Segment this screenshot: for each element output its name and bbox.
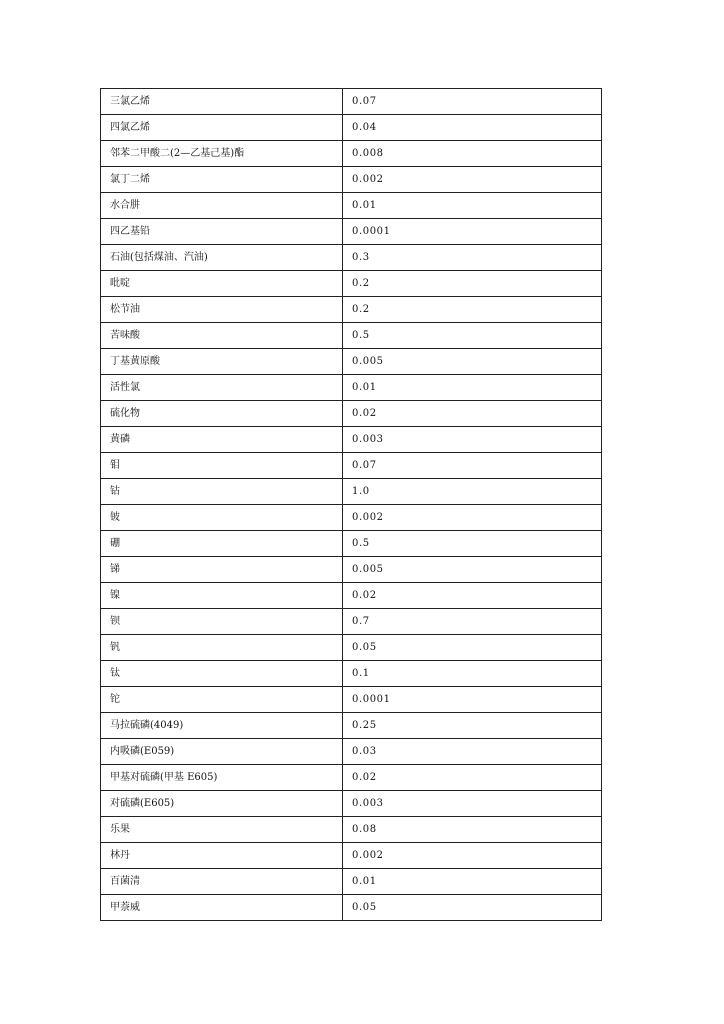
table-row — [101, 557, 602, 583]
table-row — [101, 791, 602, 817]
table-row — [101, 271, 602, 297]
limit-value-cell: 0.02 — [343, 583, 602, 609]
table-row — [101, 687, 602, 713]
limit-value-cell: 0.002 — [343, 505, 602, 531]
limit-value-cell: 0.0001 — [343, 687, 602, 713]
table-row — [101, 375, 602, 401]
substance-name-cell: 锑 — [101, 557, 343, 583]
substance-limit-table — [100, 88, 602, 921]
limit-value-cell: 0.05 — [343, 635, 602, 661]
substance-name-cell: 活性氯 — [101, 375, 343, 401]
substance-name-cell: 镍 — [101, 583, 343, 609]
substance-name-cell: 钡 — [101, 609, 343, 635]
limit-value-cell: 0.5 — [343, 323, 602, 349]
substance-name-cell: 氯丁二烯 — [101, 167, 343, 193]
substance-name-cell: 石油(包括煤油、汽油) — [101, 245, 343, 271]
limit-value-cell: 0.5 — [343, 531, 602, 557]
substance-name-cell: 吡啶 — [101, 271, 343, 297]
substance-name-cell: 林丹 — [101, 843, 343, 869]
table-row — [101, 531, 602, 557]
substance-name-cell: 对硫磷(E605) — [101, 791, 343, 817]
substance-name-cell: 硫化物 — [101, 401, 343, 427]
substance-name-cell: 黄磷 — [101, 427, 343, 453]
substance-name-cell: 内吸磷(E059) — [101, 739, 343, 765]
limit-value-cell: 0.002 — [343, 167, 602, 193]
substance-name-cell: 乐果 — [101, 817, 343, 843]
table-row — [101, 739, 602, 765]
limit-value-cell: 0.02 — [343, 765, 602, 791]
table-row — [101, 453, 602, 479]
limit-value-cell: 0.3 — [343, 245, 602, 271]
table-row — [101, 193, 602, 219]
substance-name-cell: 钴 — [101, 479, 343, 505]
limit-value-cell: 0.08 — [343, 817, 602, 843]
table-row — [101, 817, 602, 843]
table-row — [101, 713, 602, 739]
limit-value-cell: 0.02 — [343, 401, 602, 427]
limit-value-cell: 0.0001 — [343, 219, 602, 245]
table-row — [101, 479, 602, 505]
limit-value-cell: 0.7 — [343, 609, 602, 635]
limit-value-cell: 0.25 — [343, 713, 602, 739]
substance-name-cell: 马拉硫磷(4049) — [101, 713, 343, 739]
substance-name-cell: 四乙基铅 — [101, 219, 343, 245]
substance-name-cell: 松节油 — [101, 297, 343, 323]
table-row — [101, 583, 602, 609]
limit-value-cell: 1.0 — [343, 479, 602, 505]
table-row — [101, 219, 602, 245]
table-row — [101, 765, 602, 791]
table-row — [101, 609, 602, 635]
table-row — [101, 141, 602, 167]
limit-value-cell: 0.01 — [343, 193, 602, 219]
limit-value-cell: 0.03 — [343, 739, 602, 765]
limit-value-cell: 0.002 — [343, 843, 602, 869]
limit-value-cell: 0.01 — [343, 869, 602, 895]
limit-value-cell: 0.2 — [343, 271, 602, 297]
table-row — [101, 115, 602, 141]
table-row — [101, 349, 602, 375]
substance-name-cell: 钒 — [101, 635, 343, 661]
table-row — [101, 427, 602, 453]
limit-value-cell: 0.003 — [343, 427, 602, 453]
substance-name-cell: 邻苯二甲酸二(2—乙基己基)酯 — [101, 141, 343, 167]
table-body — [101, 89, 602, 921]
table-row — [101, 297, 602, 323]
limit-value-cell: 0.05 — [343, 895, 602, 921]
table-row — [101, 505, 602, 531]
limit-value-cell: 0.07 — [343, 453, 602, 479]
table-row — [101, 245, 602, 271]
substance-name-cell: 铊 — [101, 687, 343, 713]
table-row — [101, 167, 602, 193]
limit-value-cell: 0.07 — [343, 89, 602, 115]
limit-value-cell: 0.01 — [343, 375, 602, 401]
limit-value-cell: 0.005 — [343, 349, 602, 375]
substance-name-cell: 苦味酸 — [101, 323, 343, 349]
table-row — [101, 661, 602, 687]
substance-name-cell: 硼 — [101, 531, 343, 557]
substance-name-cell: 钛 — [101, 661, 343, 687]
limit-value-cell: 0.008 — [343, 141, 602, 167]
substance-name-cell: 甲萘威 — [101, 895, 343, 921]
substance-name-cell: 铍 — [101, 505, 343, 531]
substance-name-cell: 四氯乙烯 — [101, 115, 343, 141]
limit-value-cell: 0.2 — [343, 297, 602, 323]
limit-value-cell: 0.003 — [343, 791, 602, 817]
table-row — [101, 843, 602, 869]
substance-name-cell: 水合肼 — [101, 193, 343, 219]
substance-name-cell: 百菌清 — [101, 869, 343, 895]
substance-name-cell: 丁基黄原酸 — [101, 349, 343, 375]
substance-name-cell: 钼 — [101, 453, 343, 479]
table-row — [101, 89, 602, 115]
limit-value-cell: 0.005 — [343, 557, 602, 583]
limit-value-cell: 0.1 — [343, 661, 602, 687]
table-row — [101, 323, 602, 349]
table-row — [101, 635, 602, 661]
table-row — [101, 401, 602, 427]
substance-name-cell: 三氯乙烯 — [101, 89, 343, 115]
table-row — [101, 869, 602, 895]
table-row — [101, 895, 602, 921]
limit-value-cell: 0.04 — [343, 115, 602, 141]
substance-name-cell: 甲基对硫磷(甲基 E605) — [101, 765, 343, 791]
